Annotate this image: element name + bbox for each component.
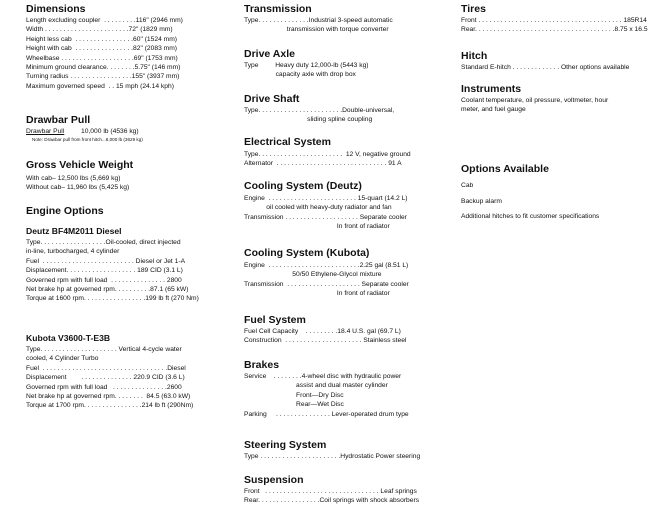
tires-section — [461, 3, 657, 35]
spec-line: capacity axle with drop box — [244, 71, 356, 79]
section-heading: Engine Options — [26, 205, 104, 217]
section-heading: Tires — [461, 3, 486, 15]
dimensions-section — [26, 3, 238, 91]
spec-line: Coolant temperature, oil pressure, voltmeter, hour — [461, 97, 609, 104]
drive-shaft-section — [244, 93, 456, 125]
section-heading: Drawbar Pull — [26, 114, 91, 126]
spec-line: Construction . . . . . . . . . . . . . . . . . . . . . Stainless steel — [244, 337, 407, 345]
cooling-kubota-section — [244, 247, 456, 299]
kubota-engine-section — [26, 333, 238, 411]
section-heading: Drive Shaft — [244, 93, 300, 105]
spec-line: cooled, 4 Cylinder Turbo — [26, 355, 99, 363]
engine-heading: Deutz BF4M2011 Diesel — [26, 226, 122, 236]
spec-line: Transmission . . . . . . . . . . . . . . . . . . . . Separate cooler — [244, 280, 409, 288]
spec-line: assist and dual master cylinder — [244, 382, 388, 390]
section-heading: Cooling System (Kubota) — [244, 247, 370, 259]
spec-line: Wheelbase . . . . . . . . . . . . . . . . . . . .69" (1753 mm) — [26, 54, 178, 62]
section-heading: Instruments — [461, 83, 522, 95]
section-heading: Electrical System — [244, 136, 331, 148]
spec-line: Parking . . . . . . . . . . . . . . . Lever-operated drum type — [244, 410, 409, 418]
spec-line: Displacement. . . . . . . . . . . . . . . . . . . 189 CID (3.1 L) — [26, 267, 183, 275]
spec-line: in-line, turbocharged, 4 cylinder — [26, 248, 120, 256]
spec-line: Engine . . . . . . . . . . . . . . . . . . . . . . . . 15-quart (14.2 L) — [244, 195, 408, 202]
section-heading: Options Available — [461, 163, 549, 175]
spec-line: Rear. . . . . . . . . . . . . . . . . . . . . . . . . . . . . . . . . . . . . .8.75 x 16.5 — [461, 26, 648, 34]
spec-line: Fuel . . . . . . . . . . . . . . . . . . . . . . . . . . . . . . . . . .Diesel — [26, 364, 186, 372]
option-item: Cab — [461, 182, 474, 189]
spec-line: Torque at 1700 rpm. . . . . . . . . . . . . . . .214 lb ft (290Nm) — [26, 402, 194, 410]
spec-line: Type . . . . . . . . . . . . . . . . . . . . . .Hydrostatic Power steering — [244, 453, 421, 460]
instruments-section — [461, 83, 657, 115]
spec-line: Service . . . . . . . .4-wheel disc with hydraulic power — [244, 373, 402, 380]
options-section — [461, 163, 657, 225]
spec-line: In front of radiator — [244, 290, 390, 298]
spec-line: Type. . . . . . . . . . . . . . . . . . . . . Vertical 4-cycle water — [26, 346, 182, 353]
spec-line: Front . . . . . . . . . . . . . . . . . . . . . . . . . . . . . . . Leaf springs — [244, 488, 417, 495]
spec-line: In front of radiator — [244, 223, 390, 231]
spec-line: Standard E-hitch . . . . . . . . . . . . . Other options available — [461, 64, 630, 71]
cooling-deutz-section — [244, 180, 456, 232]
spec-line: Engine . . . . . . . . . . . . . . . . . . . . . . . . .2.25 gal (8.51 L) — [244, 262, 409, 269]
electrical-section — [244, 136, 456, 169]
spec-line: Transmission . . . . . . . . . . . . . . . . . . . . Separate cooler — [244, 213, 407, 221]
gvw-section — [26, 159, 238, 193]
spec-line: 50/50 Ethylene-Glycol mixture — [244, 271, 382, 279]
section-heading: Cooling System (Deutz) — [244, 180, 362, 192]
spec-line: Height less cab . . . . . . . . . . . . . . . .60" (1524 mm) — [26, 35, 178, 43]
option-item: Backup alarm — [461, 197, 502, 205]
spec-line: Minimum ground clearance. . . . . . . .5.75" (146 mm) — [26, 64, 181, 72]
engine-options-section — [26, 205, 238, 217]
spec-line: transmission with torque converter — [244, 26, 389, 34]
spec-line: Governed rpm with full load . . . . . . . . . . . . . . .2600 — [26, 383, 182, 391]
section-heading: Hitch — [461, 50, 488, 62]
spec-line: Torque at 1600 rpm. . . . . . . . . . . . . . . . .199 lb ft (270 Nm) — [26, 295, 199, 303]
drawbar-pull-section — [26, 114, 238, 143]
spec-line: Net brake hp at governed rpm. . . . . . . . 84.5 (63.0 kW) — [26, 393, 191, 401]
spec-line: Front . . . . . . . . . . . . . . . . . . . . . . . . . . . . . . . . . . . . . . . 185R14 — [461, 17, 647, 24]
section-heading: Suspension — [244, 474, 304, 486]
option-item: Additional hitches to fit customer specifications — [461, 213, 600, 220]
deutz-engine-section — [26, 226, 238, 304]
section-heading: Brakes — [244, 359, 280, 371]
spec-line: Displacement . . . . . . . . . . . . . . 220.9 CID (3.6 L) — [26, 374, 185, 382]
drawbar-note: Note: Drawbar pull from front hitch...8,000 lb (3629 kg) — [32, 137, 143, 143]
brakes-section — [244, 359, 456, 419]
spec-line: Height with cab . . . . . . . . . . . . . . . .82" (2083 mm) — [26, 45, 178, 53]
drawbar-pull-label: Drawbar Pull — [26, 128, 65, 135]
spec-line: sliding spline coupling — [244, 116, 373, 124]
spec-line: Rear. . . . . . . . . . . . . . . . .Coil springs with shock absorbers — [244, 497, 420, 505]
section-heading: Steering System — [244, 439, 327, 451]
spec-line: Fuel Cell Capacity . . . . . . . . .18.4 U.S. gal (69.7 L) — [244, 328, 401, 335]
spec-line: oil cooled with heavy-duty radiator and fan — [244, 204, 392, 212]
spec-line: Governed rpm with full load . . . . . . . . . . . . . . . 2800 — [26, 276, 182, 284]
spec-line: Maximum governed speed . . 15 mph (24.14 kph) — [26, 82, 174, 90]
spec-line: Type. . . . . . . . . . . . . .Industrial 3-speed automatic — [244, 17, 393, 24]
transmission-section — [244, 3, 456, 35]
section-heading: Gross Vehicle Weight — [26, 159, 134, 171]
spec-line: Type Heavy duty 12,000-lb (5443 kg) — [244, 62, 369, 69]
hitch-section — [461, 50, 657, 72]
spec-line: meter, and fuel gauge — [461, 106, 526, 114]
spec-line: Type. . . . . . . . . . . . . . . . . .Oil-cooled, direct injected — [26, 239, 181, 246]
section-heading: Fuel System — [244, 314, 306, 326]
engine-heading: Kubota V3600-T-E3B — [26, 333, 111, 343]
spec-line: Type. . . . . . . . . . . . . . . . . . . . . . . 12 V, negative ground — [244, 151, 411, 158]
spec-line: With cab– 12,500 lbs (5,669 kg) — [26, 175, 121, 182]
spec-line: Front—Dry Disc — [244, 391, 344, 399]
spec-line: Turning radius . . . . . . . . . . . . . . . . .155" (3937 mm) — [26, 73, 180, 81]
spec-line: Type. . . . . . . . . . . . . . . . . . . . . . .Double-universal, — [244, 107, 395, 114]
spec-line: Alternator . . . . . . . . . . . . . . . . . . . . . . . . . . . . . . 91 A — [244, 160, 402, 168]
spec-line: Without cab– 11,960 lbs (5,425 kg) — [26, 184, 130, 192]
steering-section — [244, 439, 456, 461]
spec-line: Width . . . . . . . . . . . . . . . . . . . . . . .72" (1829 mm) — [26, 26, 173, 34]
section-heading: Dimensions — [26, 3, 86, 15]
drawbar-pull-value: 10,000 lb (4536 kg) — [64, 128, 139, 135]
spec-line: Net brake hp at governed rpm. . . . . . . . . .87.1 (65 kW) — [26, 286, 189, 294]
spec-line: Length excluding coupler . . . . . . . . .116" (2946 mm) — [26, 17, 183, 24]
spec-line: Fuel . . . . . . . . . . . . . . . . . . . . . . . . . Diesel or Jet 1-A — [26, 257, 186, 265]
drive-axle-section — [244, 48, 456, 80]
section-heading: Drive Axle — [244, 48, 295, 60]
section-heading: Transmission — [244, 3, 312, 15]
fuel-system-section — [244, 314, 456, 346]
suspension-section — [244, 474, 456, 506]
spec-line: Rear—Wet Disc — [244, 401, 344, 409]
